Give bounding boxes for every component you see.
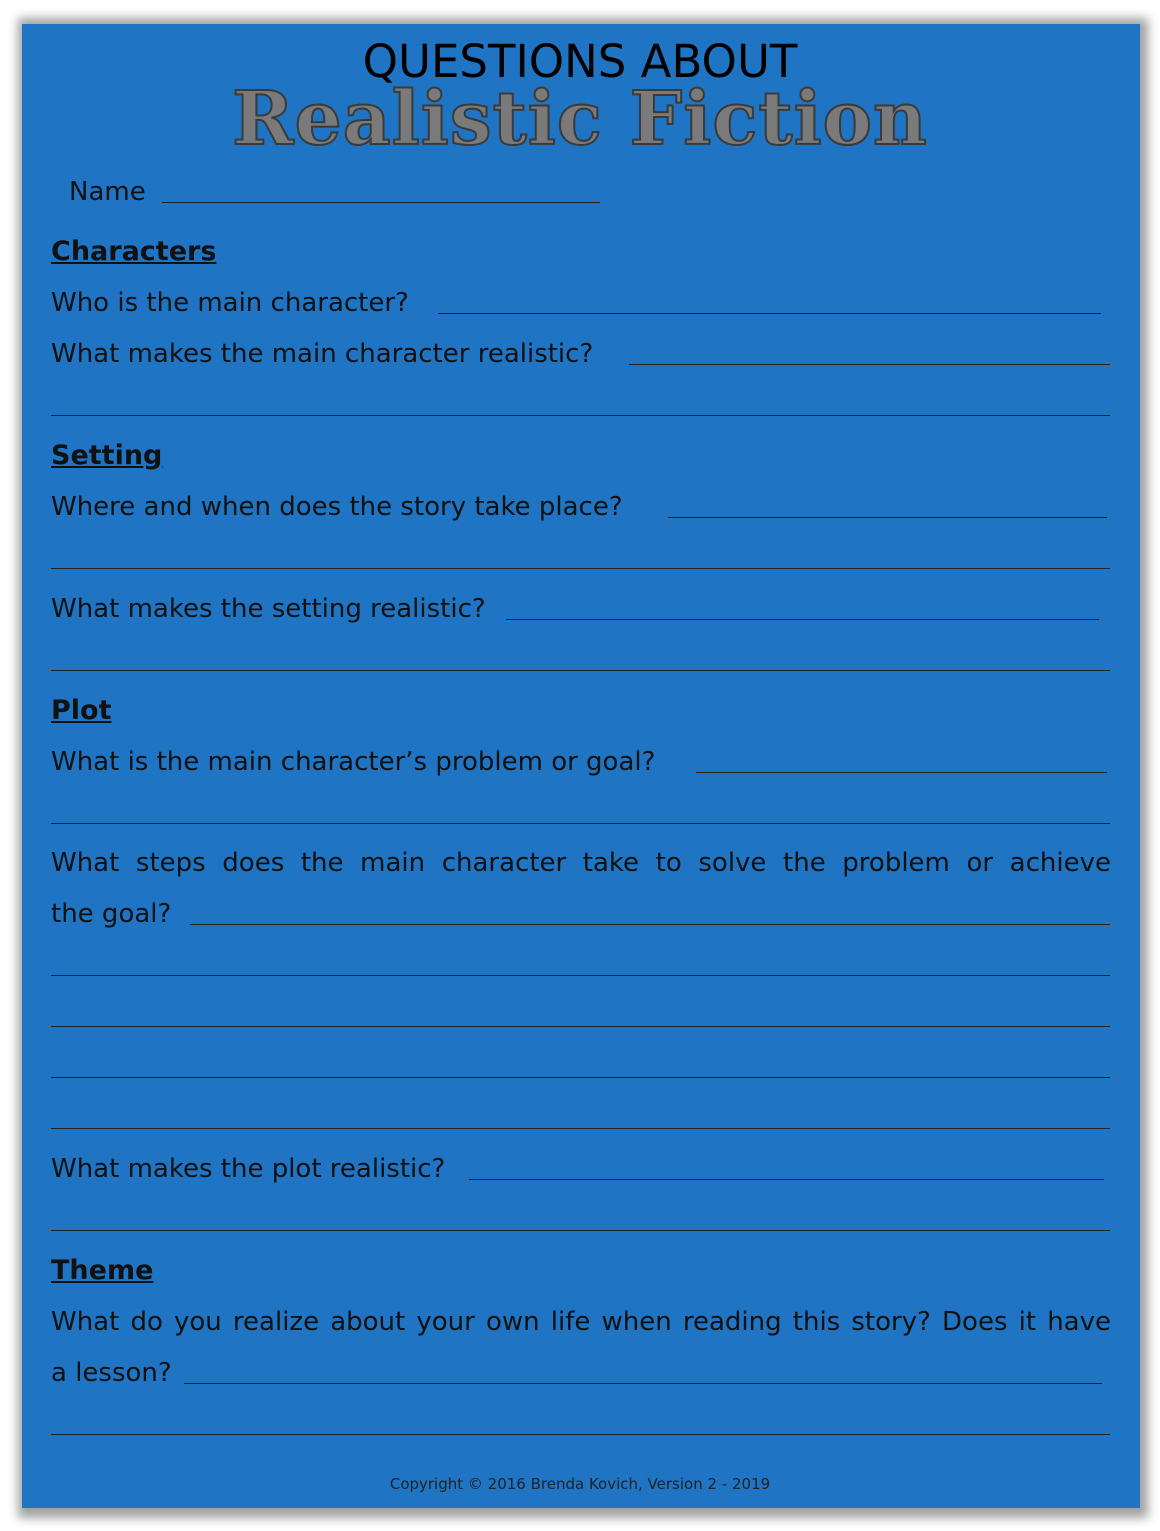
question-character-realistic: What makes the main character realistic? (51, 339, 594, 369)
answer-line[interactable] (696, 772, 1107, 773)
answer-line[interactable] (51, 1077, 1110, 1078)
answer-line[interactable] (51, 1026, 1110, 1027)
answer-line[interactable] (438, 313, 1101, 314)
copyright-footer: Copyright © 2016 Brenda Kovich, Version 2 - 2019 (389, 1475, 771, 1493)
heading-theme: Theme (51, 1255, 154, 1286)
question-setting-realistic: What makes the setting realistic? (51, 594, 486, 624)
answer-line[interactable] (184, 1383, 1102, 1384)
answer-line[interactable] (506, 619, 1099, 620)
answer-line[interactable] (629, 364, 1110, 365)
answer-line[interactable] (51, 1434, 1110, 1435)
title-top: QUESTIONS ABOUT (362, 35, 798, 88)
question-main-character: Who is the main character? (51, 288, 409, 318)
question-steps-line2: the goal? (51, 899, 172, 929)
answer-line[interactable] (668, 517, 1107, 518)
question-plot-realistic: What makes the plot realistic? (51, 1154, 446, 1184)
answer-line[interactable] (51, 975, 1110, 976)
name-label: Name (69, 177, 146, 207)
question-problem-goal: What is the main character’s problem or goal? (51, 747, 656, 777)
answer-line[interactable] (51, 670, 1110, 671)
question-theme-line2: a lesson? (51, 1358, 172, 1388)
heading-setting: Setting (51, 440, 163, 471)
answer-line[interactable] (469, 1179, 1104, 1180)
answer-line[interactable] (190, 924, 1110, 925)
answer-line[interactable] (51, 1230, 1110, 1231)
question-steps-line1: What steps does the main character take to solve the problem or achieve (51, 848, 1111, 878)
answer-line[interactable] (51, 823, 1110, 824)
heading-characters: Characters (51, 236, 217, 267)
heading-plot: Plot (51, 695, 112, 726)
answer-line[interactable] (51, 1128, 1110, 1129)
question-theme-line1: What do you realize about your own life when reading this story? Does it have (51, 1307, 1111, 1337)
answer-line[interactable] (51, 568, 1110, 569)
name-answer-line[interactable] (162, 202, 600, 203)
answer-line[interactable] (51, 415, 1110, 416)
title-main: Realistic Fiction (232, 76, 928, 162)
question-where-when: Where and when does the story take place? (51, 492, 623, 522)
